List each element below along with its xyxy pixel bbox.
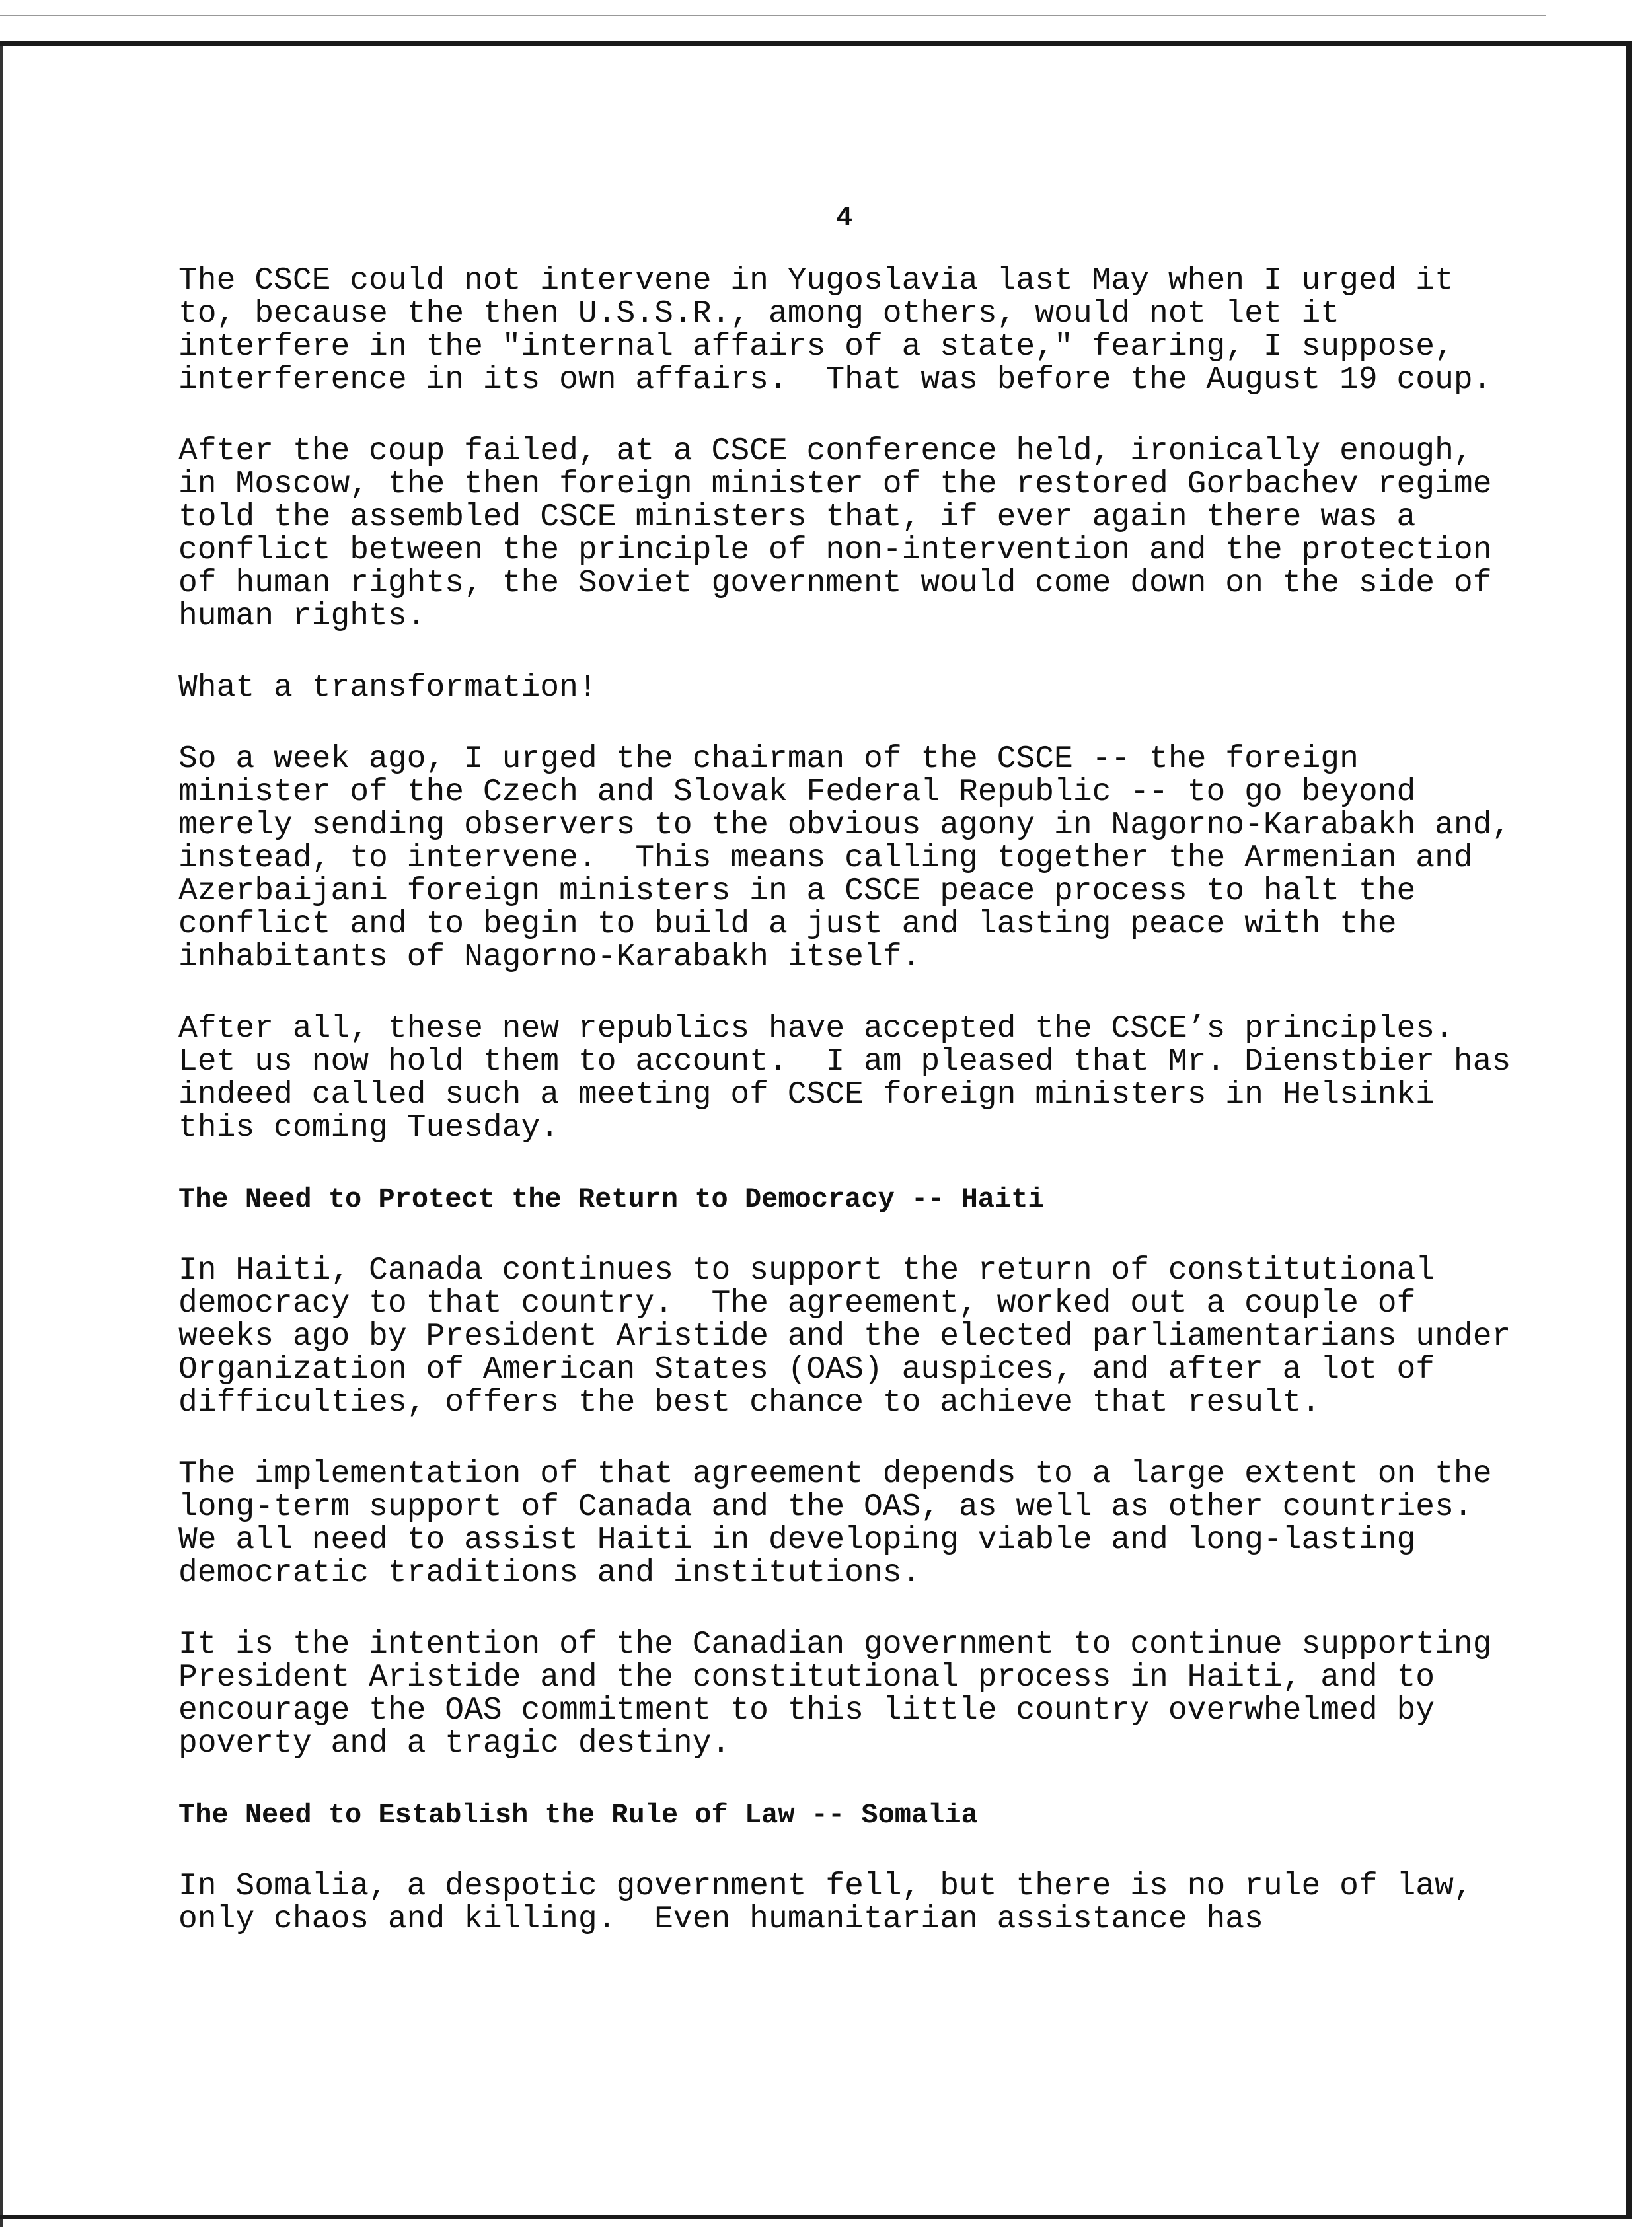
- paragraph-haiti-implementation: The implementation of that agreement depends to a large extent on the long-term support of Canada and the OAS, as well as other countries. We all need to assist Haiti in developing viable and long-lasting democratic traditions and institutions.: [178, 1456, 1511, 1591]
- paragraph-transformation: What a transformation!: [178, 670, 597, 706]
- paragraph-haiti-intention: It is the intention of the Canadian government to continue supporting President Aristide and the constitutional process in Haiti, and to encourage the OAS commitment to this little country overwhelmed by poverty and a tragic destiny.: [178, 1627, 1511, 1762]
- left-border-line: [0, 46, 3, 2227]
- paragraph-new-republics: After all, these new republics have accepted the CSCE’s principles. Let us now hold them to account. I am pleased that Mr. Dienstbier has indeed called such a meeting of CSCE foreign ministers in Helsinki this coming Tuesday.: [178, 1011, 1530, 1146]
- bottom-border-line: [0, 2215, 1632, 2219]
- paragraph-after-coup: After the coup failed, at a CSCE conference held, ironically enough, in Moscow, the then foreign minister of the restored Gorbachev regime told the assembled CSCE ministers that, if ever again there was a conflict between the principle of non-intervention and the protection of human rights, the Soviet government would come down on the side of human rights.: [178, 433, 1511, 634]
- scan-edge-line: [0, 15, 1546, 16]
- paragraph-csce-yugoslavia: The CSCE could not intervene in Yugoslavia last May when I urged it to, because the then U.S.S.R., among others, would not let it interfere in the "internal affairs of a state," fearing, I suppose, interference in its own affairs. That was before the August 19 coup.: [178, 263, 1492, 398]
- right-border-line: [1626, 41, 1632, 2215]
- page-number: 4: [836, 202, 853, 234]
- paragraph-nagorno-karabakh: So a week ago, I urged the chairman of the CSCE -- the foreign minister of the Czech and Slovak Federal Republic -- to go beyond merely sending observers to the obvious agony in Nagorno-Karabakh and, instead, to intervene. This means calling together the Armenian and Azerbaijani foreign ministers in a CSCE peace process to halt the conflict and to begin to build a just and lasting peace with the inhabitants of Nagorno-Karabakh itself.: [178, 741, 1530, 975]
- section-heading-somalia: The Need to Establish the Rule of Law -- Somalia: [178, 1799, 978, 1831]
- document-body: [178, 263, 1530, 1974]
- top-border-line: [0, 41, 1632, 46]
- paragraph-haiti-support: In Haiti, Canada continues to support the return of constitutional democracy to that country. The agreement, worked out a couple of weeks ago by President Aristide and the elected parliamentarians under Organization of American States (OAS) auspices, and after a lot of difficulties, offers the best chance to achieve that result.: [178, 1253, 1530, 1421]
- section-heading-haiti: The Need to Protect the Return to Democracy -- Haiti: [178, 1183, 1045, 1215]
- paragraph-somalia: In Somalia, a despotic government fell, but there is no rule of law, only chaos and killing. Even humanitarian assistance has: [178, 1869, 1492, 1937]
